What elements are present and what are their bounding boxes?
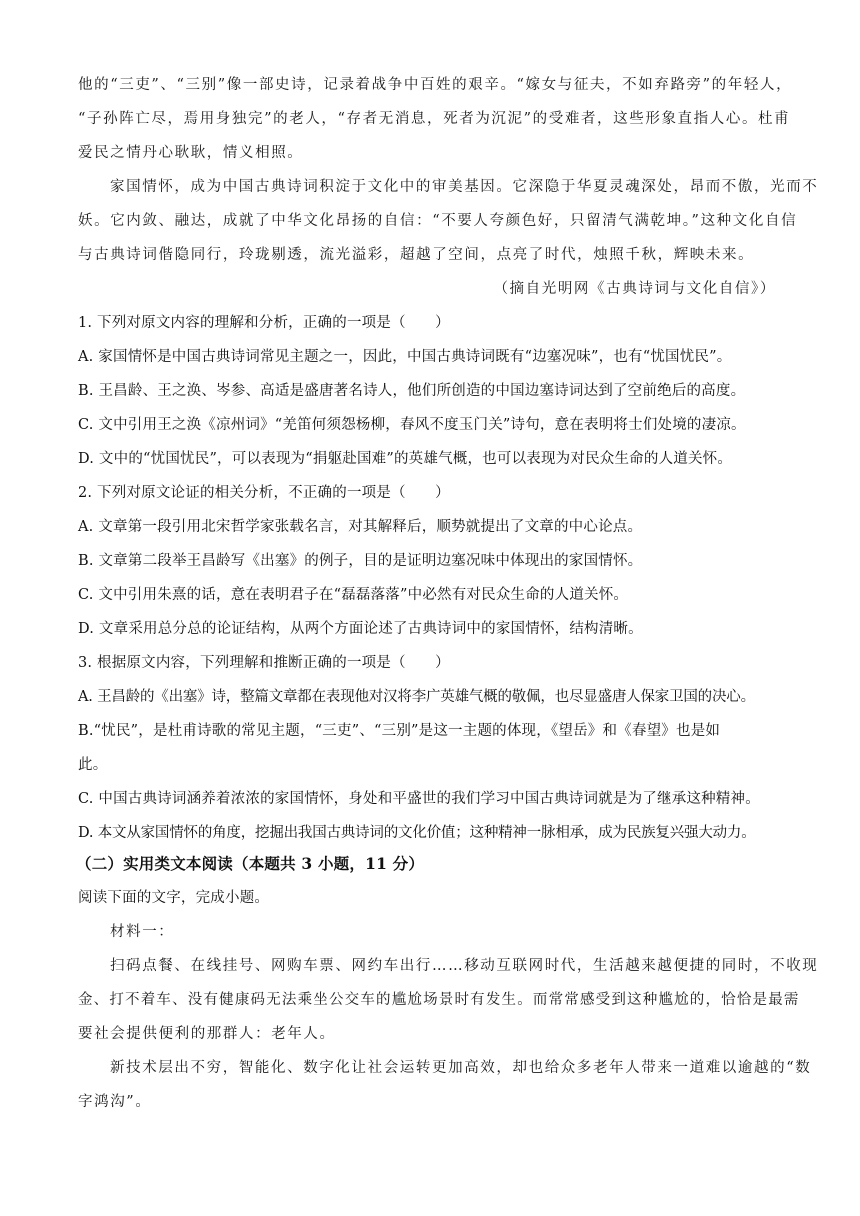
material-line: 金、打不着车、没有健康码无法乘坐公交车的尴尬场景时有发生。而常常感受到这种尴尬的，恰恰是最需 — [78, 992, 800, 1008]
question-2-option-a: A. 文章第一段引用北宋哲学家张载名言，对其解释后，顺势就提出了文章的中心论点。 — [78, 519, 643, 535]
question-1-option-a: A. 家国情怀是中国古典诗词常见主题之一，因此，中国古典诗词既有“边塞况味”，也有“忧国忧民”。 — [78, 349, 732, 365]
passage-line: 家国情怀，成为中国古典诗词积淀于文化中的审美基因。它深隐于华夏灵魂深处，昂而不傲，光而不 — [110, 179, 819, 195]
question-3-option-b: B.“忧民”，是杜甫诗歌的常见主题，“三吏”、“三别”是这一主题的体现，《望岳》和《春望》也是如 — [78, 723, 721, 739]
question-2-option-c: C. 文中引用朱熹的话，意在表明君子在“磊磊落落”中必然有对民众生命的人道关怀。 — [78, 587, 629, 603]
passage-line: 爱民之情丹心耿耿，情义相照。 — [78, 145, 304, 161]
passage-line: 与古典诗词偕隐同行，玲珑剔透，流光溢彩，超越了空间，点亮了时代，烛照千秋，辉映未来。 — [78, 247, 755, 263]
passage-line: 妖。它内敛、融达，成就了中华文化昂扬的自信：“不要人夸颜色好，只留清气满乾坤。”这种文化自信 — [78, 213, 798, 229]
material-line: 要社会提供便利的那群人：老年人。 — [78, 1026, 336, 1042]
section-instruction: 阅读下面的文字，完成小题。 — [78, 890, 270, 906]
question-3-option-b-continued: 此。 — [78, 757, 108, 773]
question-1-option-d: D. 文中的“忧国忧民”，可以表现为“捐躯赴国难”的英雄气概，也可以表现为对民众生命的人道关怀。 — [78, 451, 733, 467]
material-line: 新技术层出不穷，智能化、数字化让社会运转更加高效，却也给众多老年人带来一道难以逾越的“数 — [110, 1060, 812, 1076]
question-3-option-d: D. 本文从家国情怀的角度，挖掘出我国古典诗词的文化价值；这种精神一脉相承，成为民族复兴强大动力。 — [78, 825, 756, 841]
question-3-option-c: C. 中国古典诗词涵养着浓浓的家国情怀，身处和平盛世的我们学习中国古典诗词就是为了继承这种精神。 — [78, 791, 760, 807]
section-heading: （二）实用类文本阅读（本题共 3 小题，11 分） — [76, 854, 425, 873]
material-label: 材料一： — [110, 924, 175, 940]
question-1-option-b: B. 王昌龄、王之涣、岑参、高适是盛唐著名诗人，他们所创造的中国边塞诗词达到了空前绝后的高度。 — [78, 383, 746, 399]
question-1-option-c: C. 文中引用王之涣《凉州词》“羌笛何须怨杨柳，春风不度玉门关”诗句，意在表明将士们处境的凄凉。 — [78, 417, 746, 433]
question-2-option-d: D. 文章采用总分总的论证结构，从两个方面论述了古典诗词中的家国情怀，结构清晰。 — [78, 621, 643, 637]
passage-line: “子孙阵亡尽，焉用身独完”的老人，“存者无消息，死者为沉泥”的受难者，这些形象直指人心。杜甫 — [78, 111, 791, 127]
question-2-stem: 2. 下列对原文论证的相关分析，不正确的一项是（ ） — [78, 485, 450, 501]
question-3-option-a: A. 王昌龄的《出塞》诗，整篇文章都在表现他对汉将李广英雄气概的敬佩，也尽显盛唐人保家卫国的决心。 — [78, 689, 755, 705]
question-1-stem: 1. 下列对原文内容的理解和分析，正确的一项是（ ） — [78, 315, 450, 331]
question-3-stem: 3. 根据原文内容，下列理解和推断正确的一项是（ ） — [78, 655, 450, 671]
material-line: 扫码点餐、在线挂号、网购车票、网约车出行……移动互联网时代，生活越来越便捷的同时，不收现 — [110, 958, 819, 974]
passage-line: 他的“三吏”、“三别”像一部史诗，记录着战争中百姓的艰辛。“嫁女与征夫，不如弃路旁”的年轻人， — [78, 77, 793, 93]
material-line: 字鸿沟”。 — [78, 1094, 152, 1110]
passage-source: （摘自光明网《古典诗词与文化自信》） — [493, 281, 776, 297]
question-2-option-b: B. 文章第二段举王昌龄写《出塞》的例子，目的是证明边塞况味中体现出的家国情怀。 — [78, 553, 643, 569]
